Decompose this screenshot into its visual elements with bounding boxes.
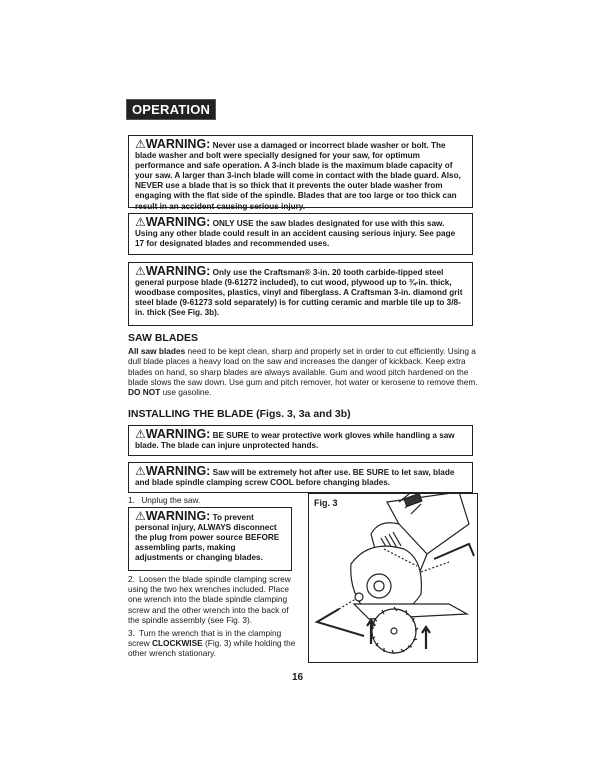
- page-number: 16: [292, 672, 304, 683]
- warning-text: To prevent personal injury, ALWAYS disconnect the plug from power source BEFORE assembling parts, making adjustments or changing blades.: [135, 513, 280, 563]
- warning-triangle-icon: ⚠: [135, 427, 146, 441]
- warning-text: Only use the Craftsman® 3-in. 20 tooth carbide-tipped steel general purpose blade (9-61272 included), to cut wood, plywood up to ¾-in. thick, woodbase composites, plastics, vinyl and fiberglass. A Craftsman 3-in. diamond grit steel blade (9-61273 sold separately) is for cutting ceramic and marble tile up to 3/8-in. thick (See Fig. 3b).: [135, 268, 463, 318]
- step-number: 2.: [128, 574, 135, 584]
- saw-blades-do-not: DO NOT: [128, 387, 161, 398]
- warning-label: WARNING:: [145, 137, 211, 151]
- saw-blades-heading: SAW BLADES: [128, 332, 199, 344]
- warning-box-craftsman-blade: [128, 262, 473, 326]
- step-number: 3.: [128, 628, 135, 638]
- warning-label: WARNING:: [145, 427, 211, 441]
- figure-label: Fig. 3: [314, 498, 338, 508]
- warning-triangle-icon: ⚠: [135, 509, 146, 523]
- figure-3: [308, 493, 478, 663]
- step-1: [128, 495, 200, 505]
- step-text-clockwise: CLOCKWISE: [151, 638, 203, 649]
- saw-blades-lead: All saw blades: [128, 346, 186, 356]
- hex-wrench-right: [434, 544, 474, 559]
- installing-blade-heading: INSTALLING THE BLADE (Figs. 3, 3a and 3b): [128, 408, 351, 420]
- warning-label: WARNING:: [145, 464, 211, 478]
- section-header-operation: OPERATION: [126, 99, 216, 120]
- warning-box-designated-blades: [128, 213, 473, 255]
- warning-box-hot: [128, 462, 473, 493]
- step-text-pre: Turn the wrench that is in the clamping screw: [128, 628, 282, 649]
- spindle-assembly: [367, 574, 391, 598]
- warning-text: Never use a damaged or incorrect blade washer or bolt. The blade washer and bolt were specially designed for your saw, for optimum performance and safe operation. A 3-inch blade is the maximum blade capacity of your saw. A larger than 3-inch blade will come in contact with the blade guard. Also, NEVER use a blade that is so thick that it prevents the outer blade washer from engaging with the flat side of the spindle. Blades that are too large or too thick can result in an accident causing serious injury.: [135, 141, 461, 211]
- warning-text: Saw will be extremely hot after use. BE SURE to let saw, blade and blade spindle clamping screw COOL before changing blades.: [135, 468, 455, 488]
- warning-triangle-icon: ⚠: [135, 137, 146, 151]
- saw-blades-body: need to be kept clean, sharp and properly set in order to cut efficiently. Using a dull blade places a heavy load on the saw and increases the danger of kickback. Keep extra blades on hand, so sharp blades are always available. Gum and wood pitch hardened on the blade slows the saw down. Use gum and pitch remover, hot water or kerosene to remove them.: [128, 346, 478, 387]
- warning-label: WARNING:: [145, 264, 211, 278]
- saw-blades-tail: use gasoline.: [160, 387, 212, 398]
- step-text: Loosen the blade spindle clamping screw using the two hex wrenches included. Place one wrench into the blade spindle clamping screw and the other wrench into the back of the spindle assembly (see Fig. 3).: [128, 574, 291, 625]
- warning-text: BE SURE to wear protective work gloves while handling a saw blade. The blade can injure unprotected hands.: [135, 431, 455, 451]
- saw-blades-paragraph: [128, 346, 478, 397]
- warning-triangle-icon: ⚠: [135, 464, 146, 478]
- clamp-screw: [355, 593, 363, 601]
- warning-text: ONLY USE the saw blades designated for use with this saw. Using any other blade could result in an accident causing serious injury. See page 17 for designated blades and recommended uses.: [135, 219, 456, 249]
- warning-label: WARNING:: [145, 215, 211, 229]
- step-2: [128, 574, 298, 625]
- warning-label: WARNING:: [145, 509, 211, 523]
- warning-box-unplug: [128, 507, 292, 571]
- arrow-up-right: [422, 627, 430, 649]
- warning-box-gloves: [128, 425, 473, 456]
- warning-triangle-icon: ⚠: [135, 215, 146, 229]
- warning-triangle-icon: ⚠: [135, 264, 146, 278]
- step-3: [128, 628, 298, 659]
- hex-wrench-left: [317, 609, 364, 636]
- wrench-guide-right: [421, 562, 449, 572]
- step-number: 1.: [128, 495, 135, 505]
- step-text: Unplug the saw.: [141, 495, 201, 505]
- saw-illustration: [309, 494, 476, 661]
- step-text-post: (Fig. 3) while holding the other wrench stationary.: [128, 638, 296, 659]
- warning-box-blade-washer: [128, 135, 473, 211]
